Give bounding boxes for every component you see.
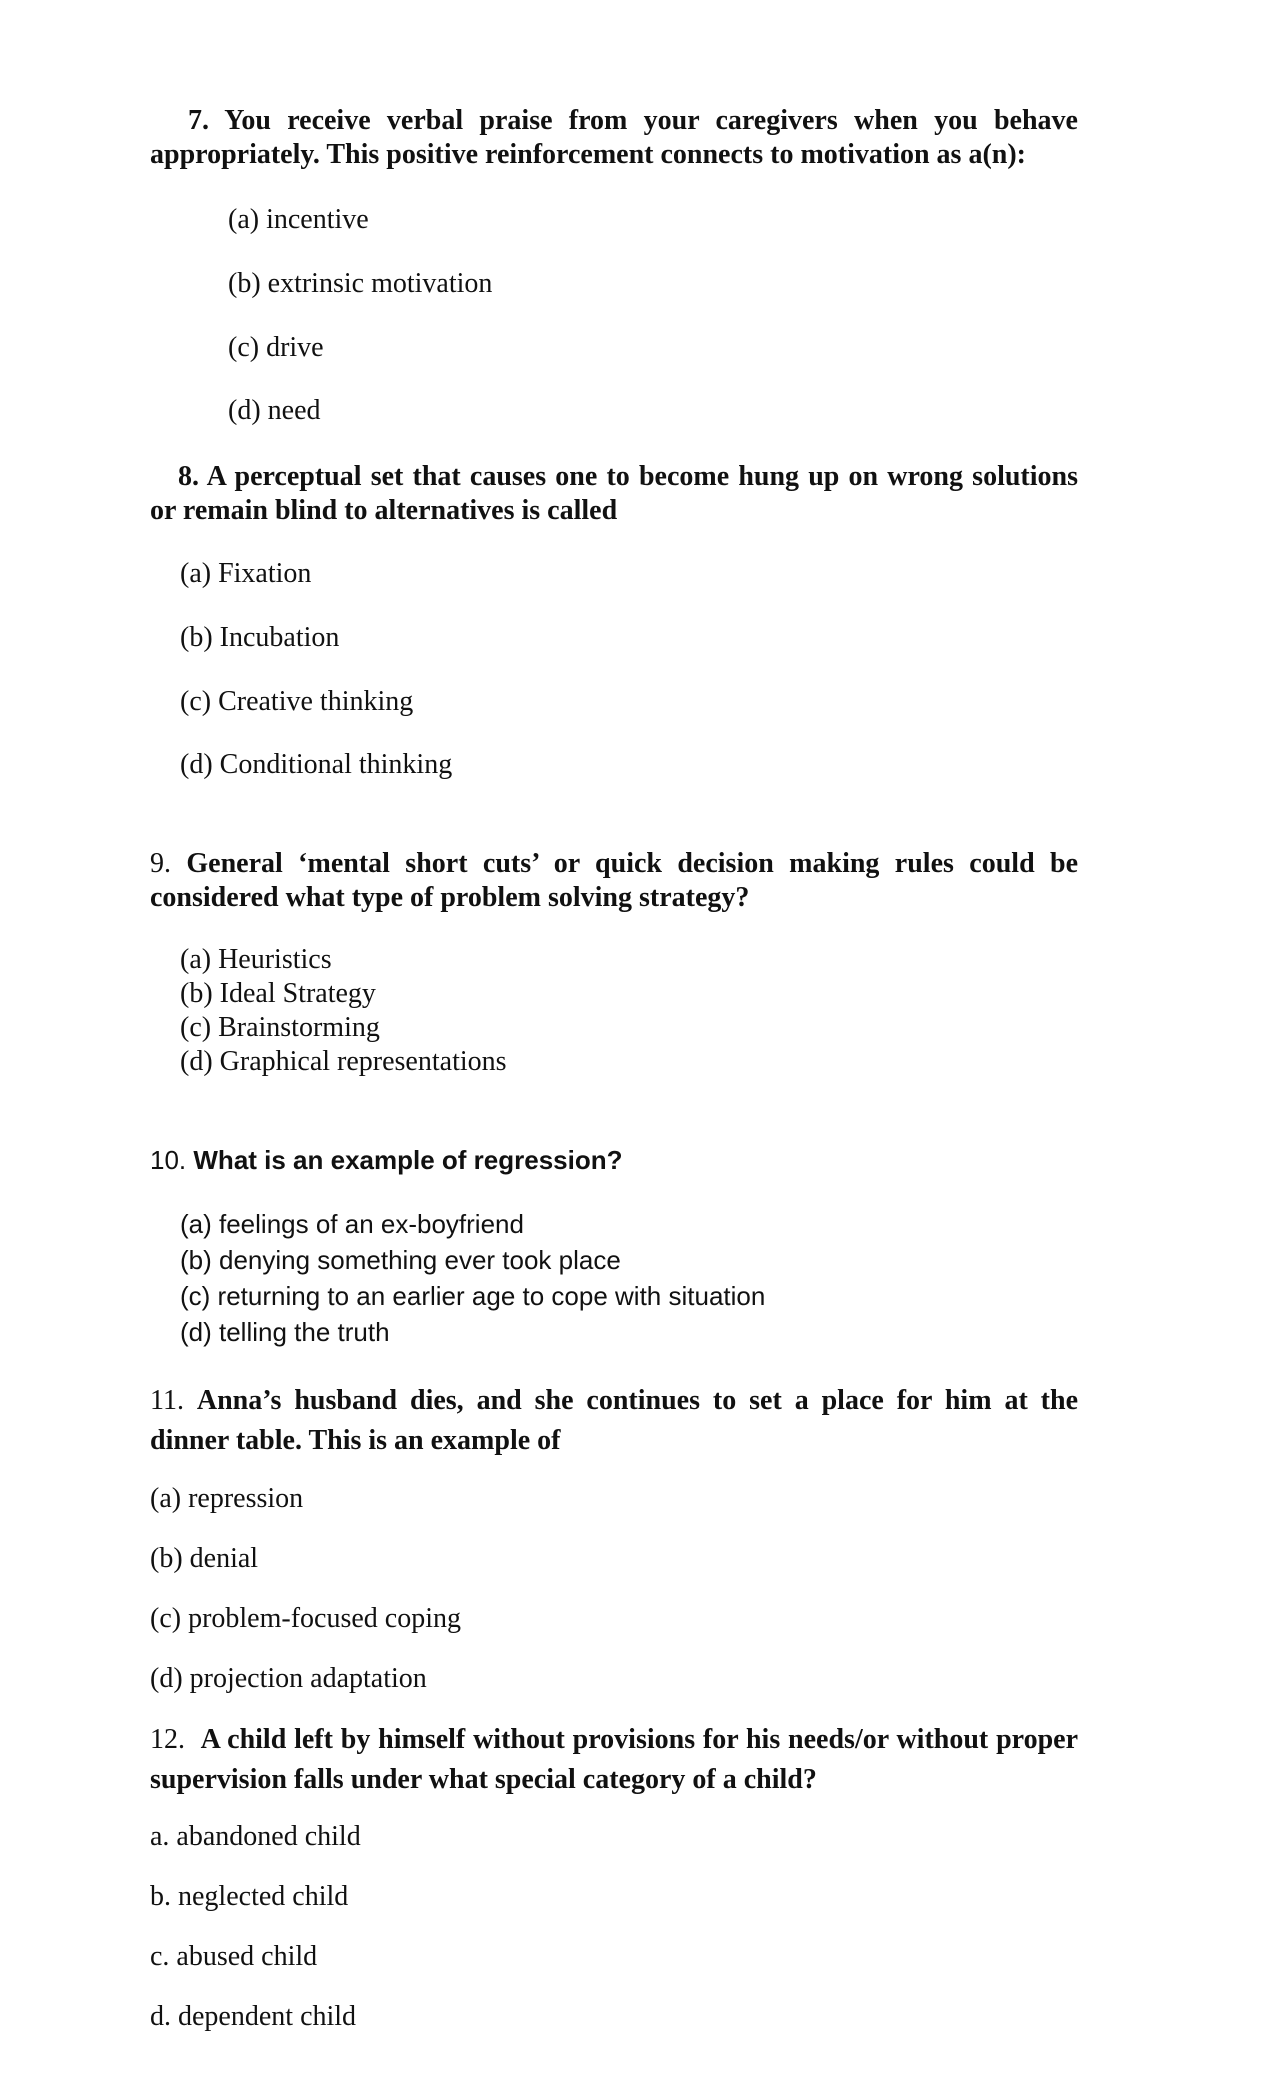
option-8c: (c) Creative thinking bbox=[180, 686, 414, 717]
question-text: You receive verbal praise from your caregivers when you behave appropriately. This positive reinforcement connects to motivation as a(n): bbox=[150, 105, 1078, 170]
option-7a: (a) incentive bbox=[228, 204, 369, 235]
option-9d: (d) Graphical representations bbox=[180, 1046, 507, 1077]
question-11 bbox=[150, 1381, 1078, 1461]
option-12c: c. abused child bbox=[150, 1941, 318, 1972]
question-number: 7. bbox=[188, 105, 209, 136]
option-7c: (c) drive bbox=[228, 332, 324, 363]
option-11c: (c) problem-focused coping bbox=[150, 1603, 461, 1634]
option-9b: (b) Ideal Strategy bbox=[180, 978, 376, 1009]
option-10a: (a) feelings of an ex-boyfriend bbox=[180, 1209, 524, 1239]
option-11a: (a) repression bbox=[150, 1483, 304, 1514]
question-number: 12. bbox=[150, 1724, 185, 1755]
option-9a: (a) Heuristics bbox=[180, 944, 332, 975]
question-text: General ‘mental short cuts’ or quick decision making rules could be considered what type of problem solving strategy? bbox=[150, 848, 1079, 913]
question-7 bbox=[150, 104, 1078, 172]
option-8b: (b) Incubation bbox=[180, 622, 340, 653]
question-text: What is an example of regression? bbox=[193, 1145, 623, 1175]
option-11b: (b) denial bbox=[150, 1543, 259, 1574]
question-number: 10. bbox=[150, 1145, 187, 1175]
question-text: A perceptual set that causes one to become hung up on wrong solutions or remain blind to alternatives is called bbox=[150, 461, 1078, 526]
question-number: 9. bbox=[150, 848, 171, 879]
option-11d: (d) projection adaptation bbox=[150, 1663, 427, 1694]
option-10c: (c) returning to an earlier age to cope with situation bbox=[180, 1281, 766, 1311]
question-text: Anna’s husband dies, and she continues to set a place for him at the dinner table. This is an example of bbox=[150, 1385, 1078, 1456]
question-number: 8. bbox=[178, 461, 199, 492]
question-12 bbox=[150, 1720, 1078, 1800]
question-8 bbox=[150, 460, 1078, 528]
option-8d: (d) Conditional thinking bbox=[180, 749, 453, 780]
question-10 bbox=[150, 1143, 1078, 1177]
option-7d: (d) need bbox=[228, 395, 321, 426]
option-12a: a. abandoned child bbox=[150, 1821, 361, 1852]
question-number: 11. bbox=[150, 1385, 184, 1416]
question-9 bbox=[150, 847, 1078, 915]
option-7b: (b) extrinsic motivation bbox=[228, 268, 493, 299]
option-10b: (b) denying something ever took place bbox=[180, 1245, 621, 1275]
option-10d: (d) telling the truth bbox=[180, 1317, 390, 1347]
option-12d: d. dependent child bbox=[150, 2001, 357, 2032]
option-8a: (a) Fixation bbox=[180, 558, 312, 589]
option-9c: (c) Brainstorming bbox=[180, 1012, 380, 1043]
option-12b: b. neglected child bbox=[150, 1881, 349, 1912]
question-text: A child left by himself without provisions for his needs/or without proper supervision falls under what special category of a child? bbox=[150, 1724, 1078, 1795]
